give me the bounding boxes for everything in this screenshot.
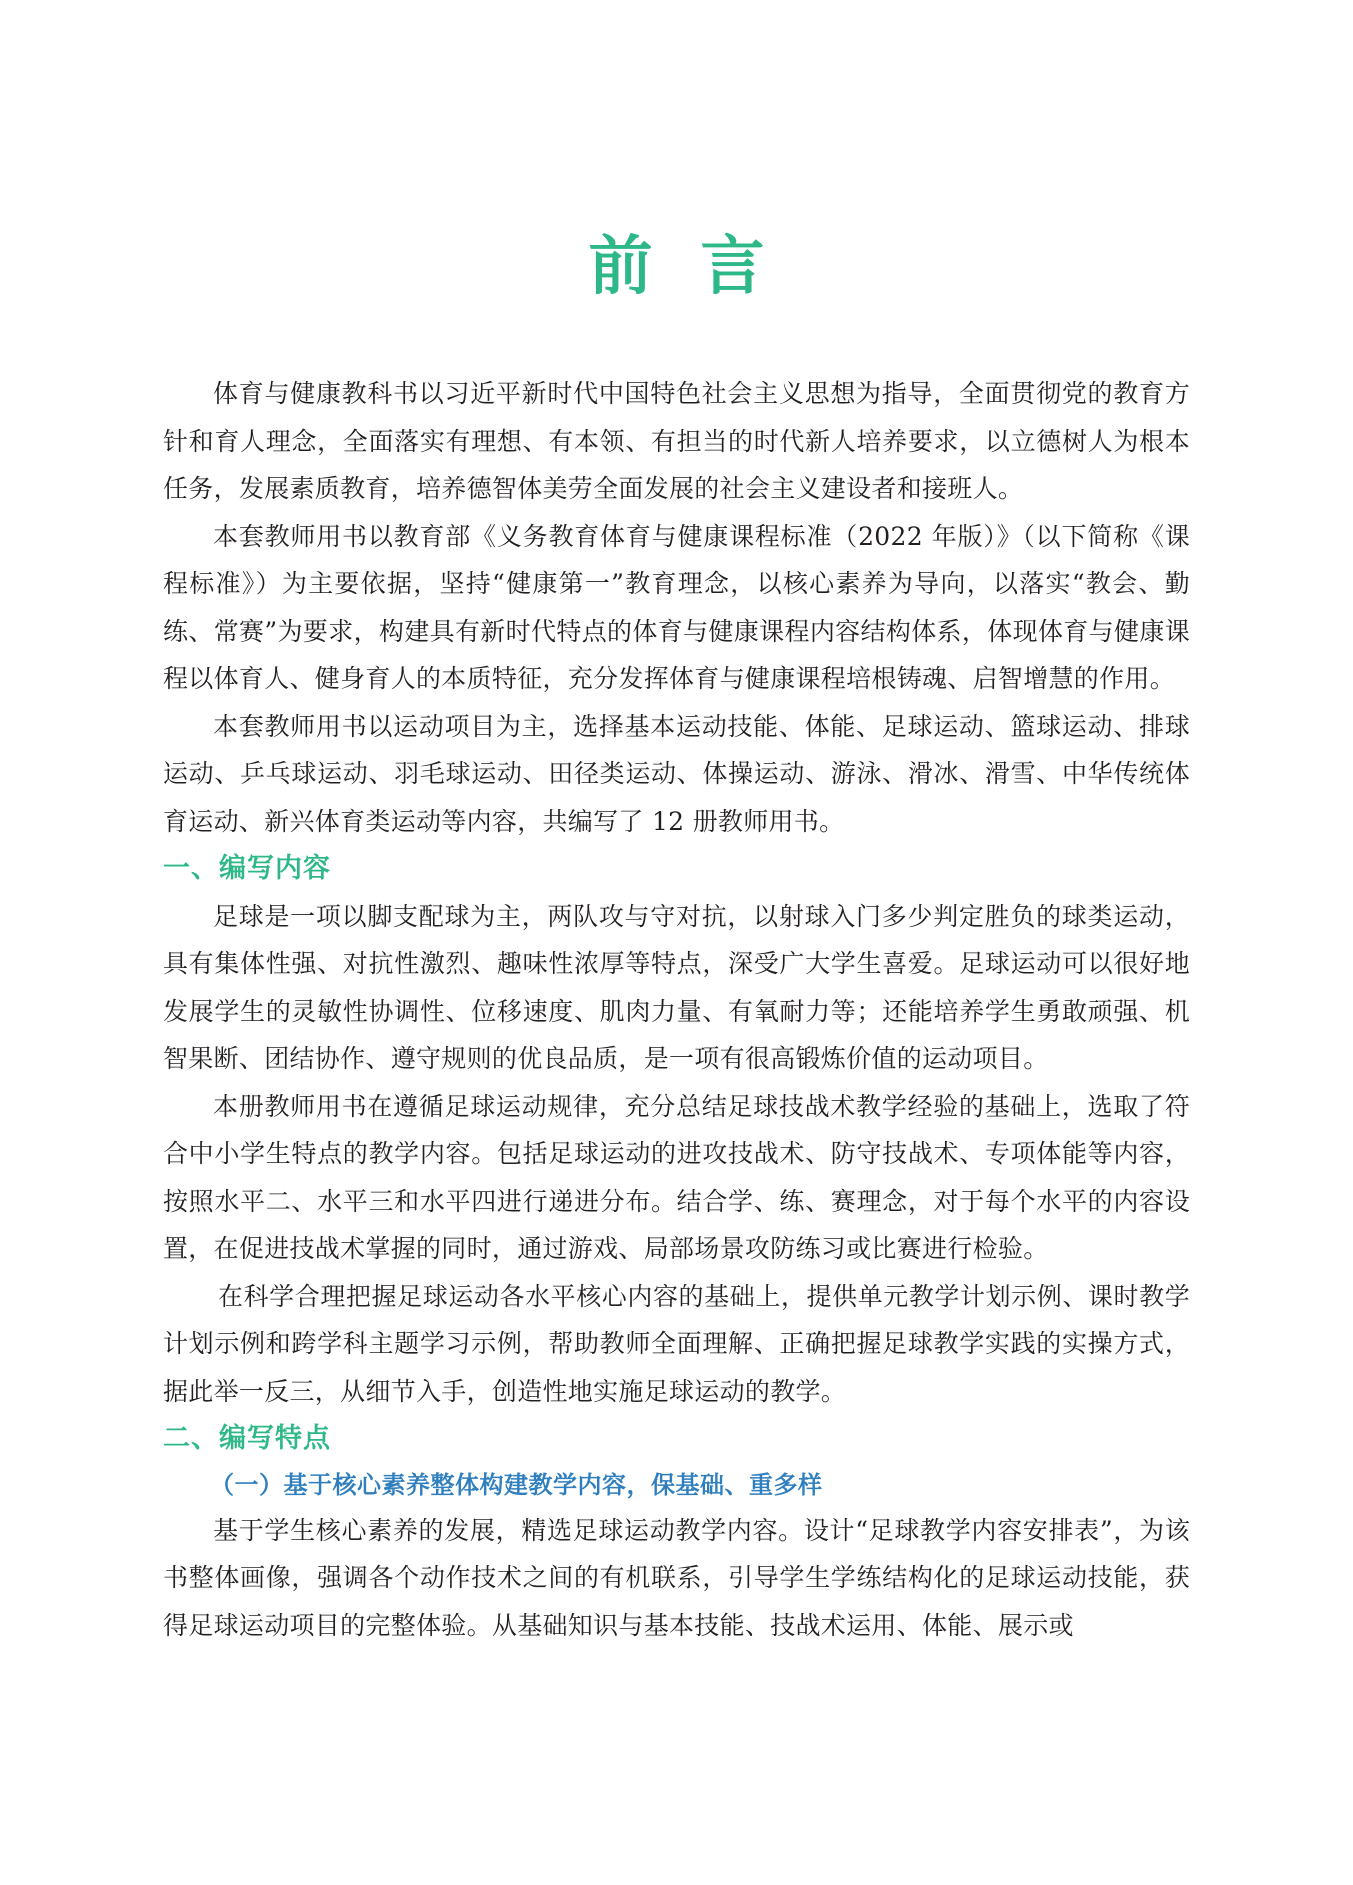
section1-paragraph-3: 在科学合理把握足球运动各水平核心内容的基础上，提供单元教学计划示例、课时教学计划示例和跨学科主题学习示例，帮助教师全面理解、正确把握足球教学实践的实操方式，据此举一反三，从细节入手，创造性地实施足球运动的教学。	[163, 1281, 1190, 1406]
section1-paragraph-1: 足球是一项以脚支配球为主，两队攻与守对抗，以射球入门多少判定胜负的球类运动，具有集体性强、对抗性激烈、趣味性浓厚等特点，深受广大学生喜爱。足球运动可以很好地发展学生的灵敏性协调性、位移速度、肌肉力量、有氧耐力等；还能培养学生勇敢顽强、机智果断、团结协作、遵守规则的优良品质，是一项有很高锻炼价值的运动项目。	[163, 901, 1190, 1073]
subsection-heading-core-literacy: （一）基于核心素养整体构建教学内容，保基础、重多样	[210, 1469, 823, 1499]
section-heading-writing-content: 一、编写内容	[163, 853, 331, 884]
intro-paragraph-3: 本套教师用书以运动项目为主，选择基本运动技能、体能、足球运动、篮球运动、排球运动、乒乓球运动、羽毛球运动、田径类运动、体操运动、游泳、滑冰、滑雪、中华传统体育运动、新兴体育类运动等内容，共编写了 12 册教师用书。	[163, 711, 1190, 836]
page-title: 前言	[588, 228, 813, 304]
section2-paragraph-1: 基于学生核心素养的发展，精选足球运动教学内容。设计“足球教学内容安排表”，为该书整体画像，强调各个动作技术之间的有机联系，引导学生学练结构化的足球运动技能，获得足球运动项目的完整体验。从基础知识与基本技能、技战术运用、体能、展示或	[163, 1515, 1190, 1640]
intro-paragraph-1: 体育与健康教科书以习近平新时代中国特色社会主义思想为指导，全面贯彻党的教育方针和育人理念，全面落实有理想、有本领、有担当的时代新人培养要求，以立德树人为根本任务，发展素质教育，培养德智体美劳全面发展的社会主义建设者和接班人。	[163, 379, 1190, 503]
document-body	[163, 370, 1190, 1649]
section1-paragraph-2: 本册教师用书在遵循足球运动规律，充分总结足球技战术教学经验的基础上，选取了符合中小学生特点的教学内容。包括足球运动的进攻技战术、防守技战术、专项体能等内容，按照水平二、水平三和水平四进行递进分布。结合学、练、赛理念，对于每个水平的内容设置，在促进技战术掌握的同时，通过游戏、局部场景攻防练习或比赛进行检验。	[163, 1091, 1190, 1263]
section-heading-writing-features: 二、编写特点	[163, 1423, 331, 1454]
intro-paragraph-2: 本套教师用书以教育部《义务教育体育与健康课程标准（2022 年版）》（以下简称《课程标准》）为主要依据，坚持“健康第一”教育理念，以核心素养为导向，以落实“教会、勤练、常赛”为要求，构建具有新时代特点的体育与健康课程内容结构体系，体现体育与健康课程以体育人、健身育人的本质特征，充分发挥体育与健康课程培根铸魂、启智增慧的作用。	[163, 521, 1190, 693]
